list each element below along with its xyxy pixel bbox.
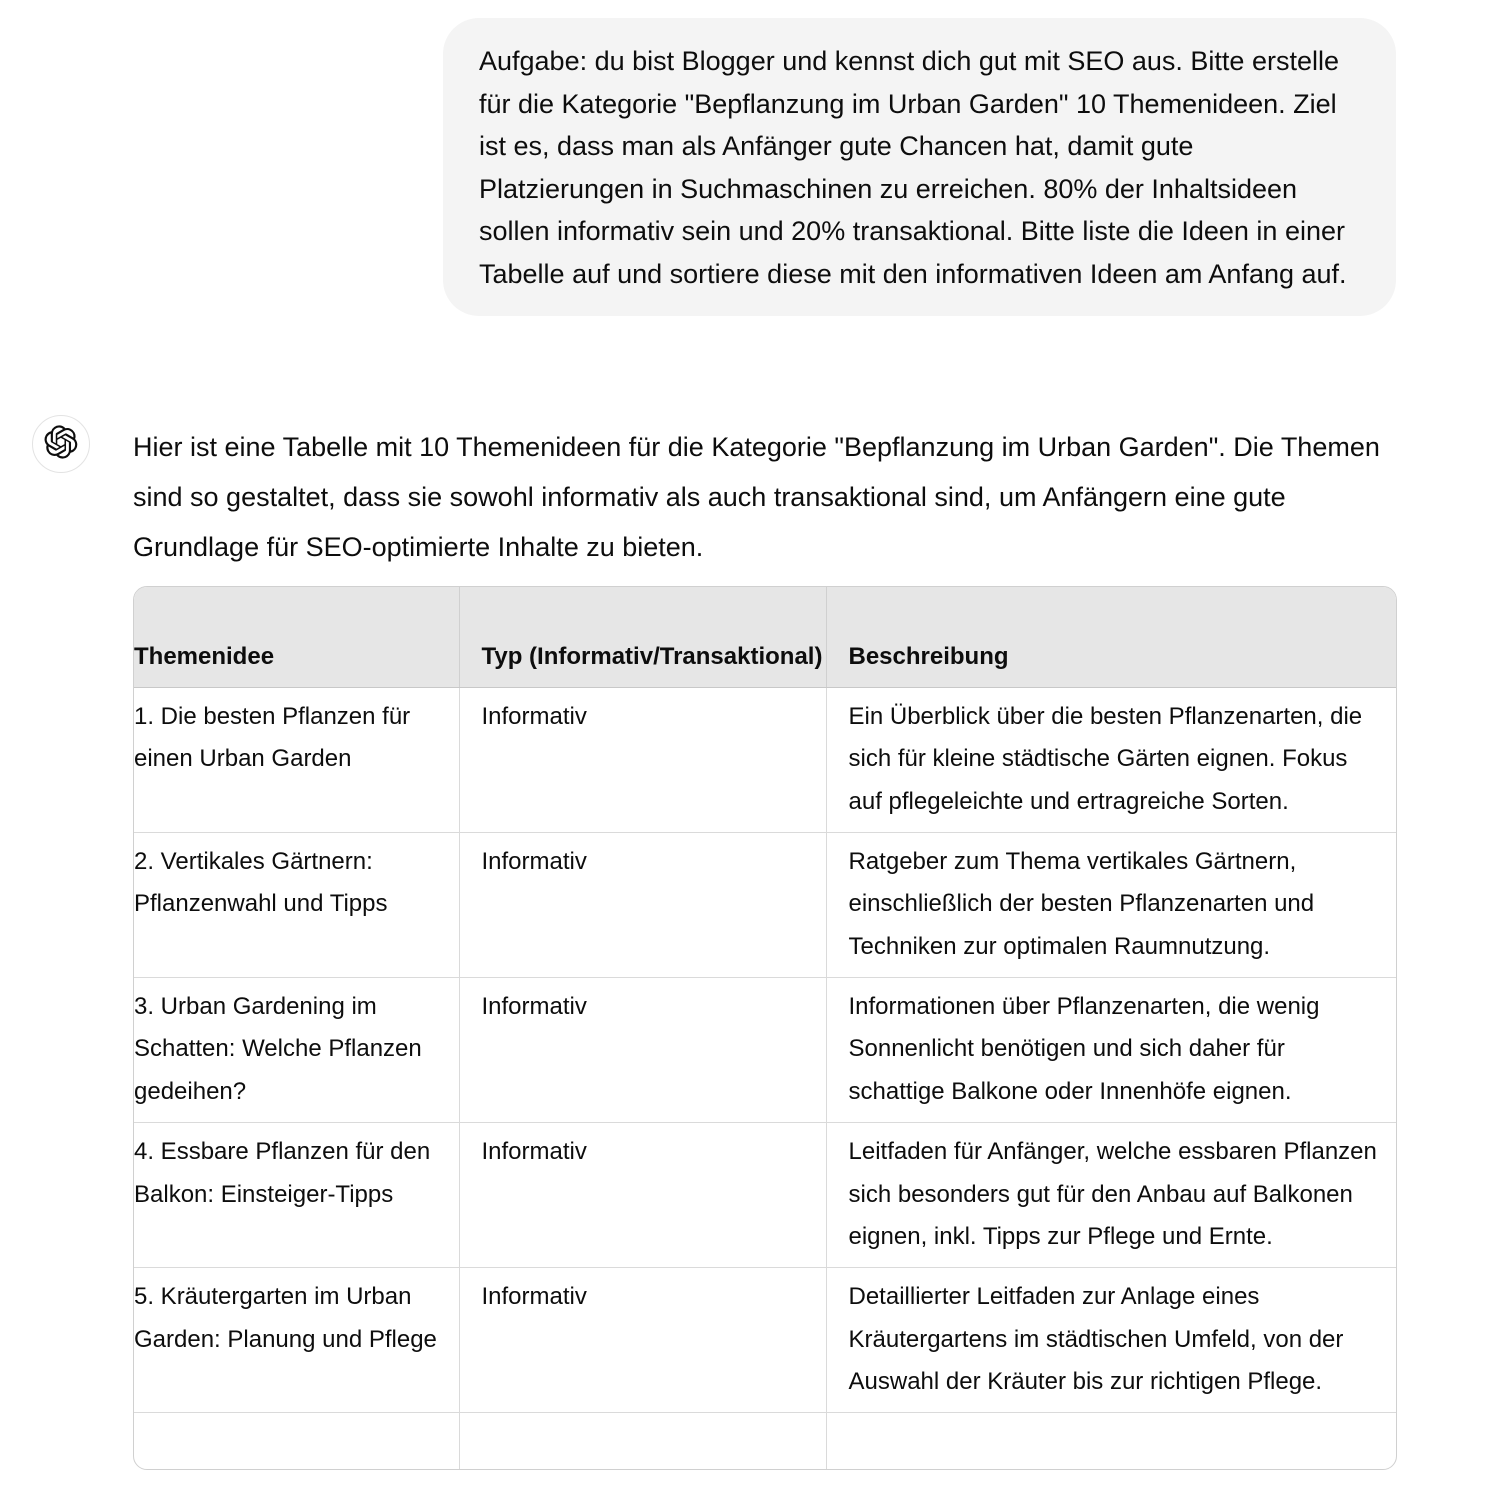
table-row [134, 1122, 1396, 1267]
user-message [443, 18, 1396, 316]
topic-table [133, 586, 1397, 1470]
assistant-intro-text: Hier ist eine Tabelle mit 10 Themenideen für die Kategorie "Bepflanzung im Urban Garden". Die Themen sind so gestaltet, dass sie sowohl informativ als auch transaktional sind, um Anfängern eine gute Grundlage für SEO-optimierte Inhalte zu bieten. [133, 432, 1380, 562]
table-row [134, 1267, 1396, 1412]
table-row [134, 977, 1396, 1122]
cell-description: Informationen über Pflanzenarten, die wenig Sonnenlicht benötigen und sich daher für schattige Balkone oder Innenhöfe eignen. [826, 977, 1396, 1122]
cell-description: Leitfaden für Anfänger, welche essbaren Pflanzen sich besonders gut für den Anbau auf Balkonen eignen, inkl. Tipps zur Pflege und Ernte. [826, 1122, 1396, 1267]
cell-topic: 5. Kräutergarten im Urban Garden: Planung und Pflege [134, 1267, 459, 1412]
assistant-avatar [32, 415, 90, 473]
cell-type: Informativ [459, 1267, 826, 1412]
cell-type: Informativ [459, 687, 826, 832]
openai-logo-icon [44, 425, 78, 464]
header-themenidee: Themenidee [134, 587, 459, 687]
assistant-message [133, 422, 1397, 1470]
cell-type: Informativ [459, 977, 826, 1122]
cell-topic: 3. Urban Gardening im Schatten: Welche Pflanzen gedeihen? [134, 977, 459, 1122]
user-message-bubble: Aufgabe: du bist Blogger und kennst dich gut mit SEO aus. Bitte erstelle für die Kategorie "Bepflanzung im Urban Garden" 10 Themenideen. Ziel ist es, dass man als Anfänger gute Chancen hat, damit gute Platzierungen in Suchmaschinen zu erreichen. 80% der Inhaltsideen sollen informativ sein und 20% transaktional. Bitte liste die Ideen in einer Tabelle auf und sortiere diese mit den informativen Ideen am Anfang auf. [443, 18, 1396, 316]
cell-topic: 1. Die besten Pflanzen für einen Urban Garden [134, 702, 411, 773]
cell-description: Ratgeber zum Thema vertikales Gärtnern, einschließlich der besten Pflanzenarten und Techniken zur optimalen Raumnutzung. [826, 832, 1396, 977]
table-row-partial [134, 1413, 1396, 1470]
header-typ: Typ (Informativ/Transaktional) [459, 587, 826, 687]
cell-topic: 2. Vertikales Gärtnern: Pflanzenwahl und Tipps [134, 832, 459, 977]
cell-description: Ein Überblick über die besten Pflanzenarten, die sich für kleine städtische Gärten eignen. Fokus auf pflegeleichte und ertragreiche Sorten. [826, 687, 1396, 832]
cell-type: Informativ [459, 1122, 826, 1267]
table-header-row [134, 587, 1396, 687]
cell-type: Informativ [459, 832, 826, 977]
table-row [134, 832, 1396, 977]
table-row [134, 687, 1396, 832]
cell-topic: 4. Essbare Pflanzen für den Balkon: Einsteiger-Tipps [134, 1122, 459, 1267]
header-beschreibung: Beschreibung [826, 587, 1396, 687]
cell-description: Detaillierter Leitfaden zur Anlage eines Kräutergartens im städtischen Umfeld, von der Auswahl der Kräuter bis zur richtigen Pflege. [826, 1267, 1396, 1412]
